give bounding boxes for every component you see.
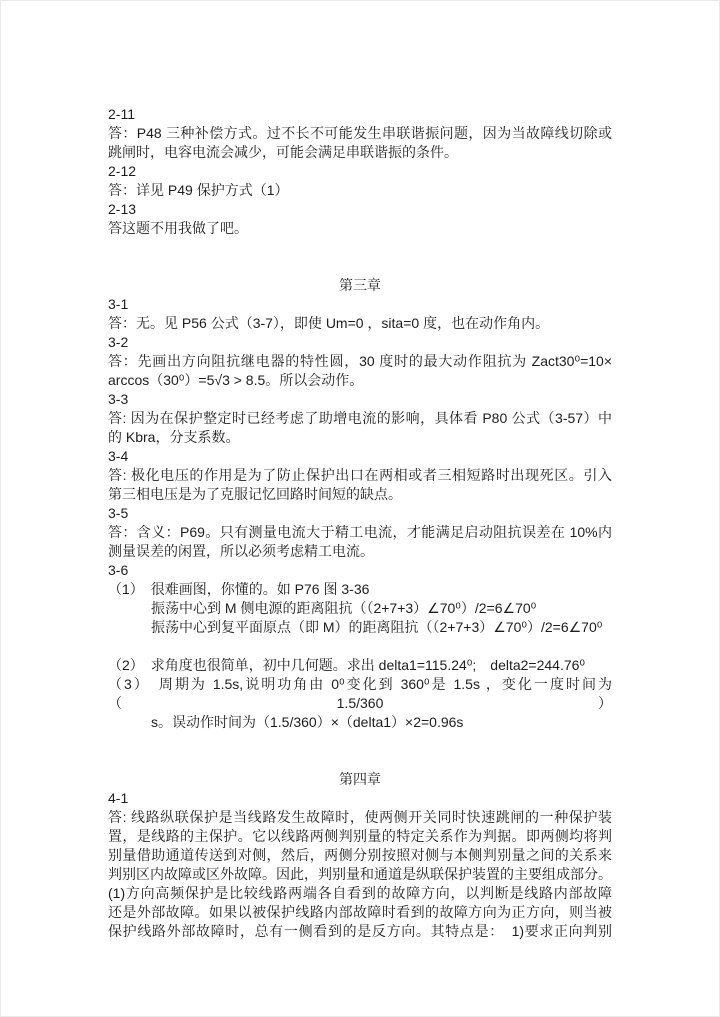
answer-line: 的 Kbra，分支系数。 bbox=[108, 429, 240, 445]
question-number: 3-1 bbox=[108, 296, 129, 312]
blank-line bbox=[108, 751, 612, 770]
blank-line bbox=[108, 257, 612, 276]
answer-line: 答：含义：P69。只有测量电流大于精工电流，才能满足启动阻抗误差在 10%内 bbox=[108, 524, 612, 540]
answer-line: 答：先画出方向阻抗继电器的特性圆，30 度时的最大动作阻抗为 Zact30⁰=10× bbox=[108, 353, 612, 369]
answer-line: 答：无。见 P56 公式（3-7），即使 Um=0 ，sita=0 度，也在动作角内。 bbox=[108, 315, 550, 331]
question-number: 2-13 bbox=[108, 201, 137, 217]
chapter-title: 第三章 bbox=[339, 277, 381, 293]
answer-line: 保护线路外部故障时，总有一侧看到的是反方向。其特点是： 1)要求正向判别 bbox=[108, 923, 612, 939]
question-number: 3-5 bbox=[108, 505, 129, 521]
answer-line: 第三相电压是为了克服记忆回路时间短的缺点。 bbox=[108, 486, 402, 502]
list-item-line: （3） 周期为 1.5s,说明功角由 0⁰变化到 360⁰是 1.5s ，变化一度时间为（1.5/360） bbox=[108, 676, 612, 711]
answer-line: 答: 因为在保护整定时已经考虑了助增电流的影响，具体看 P80 公式（3-57）中 bbox=[108, 410, 612, 426]
answer-line: 判别区内故障或区外故障。因此，判别量和通道是纵联保护装置的主要组成部分。 bbox=[108, 866, 612, 882]
question-number: 3-3 bbox=[108, 391, 129, 407]
chapter-title: 第四章 bbox=[339, 771, 381, 787]
answer-line: 答: 线路纵联保护是当线路发生故障时，使两侧开关同时快速跳闸的一种保护装 bbox=[108, 809, 612, 825]
answer-line: 测量误差的闲置，所以必须考虑精工电流。 bbox=[108, 543, 374, 559]
answer-line: 还是外部故障。如果以被保护线路内部故障时看到的故障方向为正方向，则当被 bbox=[108, 904, 612, 920]
answer-line: 答: 极化电压的作用是为了防止保护出口在两相或者三相短路时出现死区。引入 bbox=[108, 467, 612, 483]
formula-line: 振荡中心到 M 侧电源的距离阻抗（（2+7+3）∠70⁰）/2=6∠70⁰ bbox=[151, 600, 537, 616]
document-content bbox=[1, 1, 719, 941]
answer-line: 置，是线路的主保护。它以线路两侧判别量的特定关系作为判据。即两侧均将判 bbox=[108, 828, 612, 844]
question-number: 3-6 bbox=[108, 562, 129, 578]
question-number: 2-11 bbox=[108, 106, 135, 122]
answer-line: 答：详见 P49 保护方式（1） bbox=[108, 182, 289, 198]
formula-line: 振荡中心到复平面原点（即 M）的距离阻抗（（2+7+3）∠70⁰）/2=6∠70⁰ bbox=[151, 619, 603, 635]
blank-line bbox=[108, 637, 612, 656]
answer-line: (1)方向高频保护是比较线路两端各自看到的故障方向，以判断是线路内部故障 bbox=[108, 885, 612, 901]
answer-line: 答这题不用我做了吧。 bbox=[108, 220, 248, 236]
list-item-line: （2） 求角度也很简单，初中几何题。求出 delta1=115.24⁰; delta2=244.76⁰ bbox=[108, 657, 586, 673]
blank-line bbox=[108, 238, 612, 257]
question-number: 3-4 bbox=[108, 448, 129, 464]
list-item-line: （1） 很难画图，你懂的。如 P76 图 3-36 bbox=[108, 581, 370, 597]
answer-line: 跳闸时，电容电流会减少，可能会满足串联谐振的条件。 bbox=[108, 144, 458, 160]
question-number: 3-2 bbox=[108, 334, 129, 350]
blank-line bbox=[108, 732, 612, 751]
question-number: 2-12 bbox=[108, 163, 137, 179]
answer-line: 别量借助通道传送到对侧，然后，两侧分别按照对侧与本侧判别量之间的关系来 bbox=[108, 847, 612, 863]
formula-line: s。误动作时间为（1.5/360）×（delta1）×2=0.96s bbox=[151, 714, 464, 730]
answer-line: 答：P48 三种补偿方式。过不长不可能发生串联谐振问题，因为当故障线切除或 bbox=[108, 125, 612, 141]
question-number: 4-1 bbox=[108, 790, 129, 806]
answer-line: arccos（30⁰）=5√3 > 8.5。所以会动作。 bbox=[108, 372, 364, 388]
